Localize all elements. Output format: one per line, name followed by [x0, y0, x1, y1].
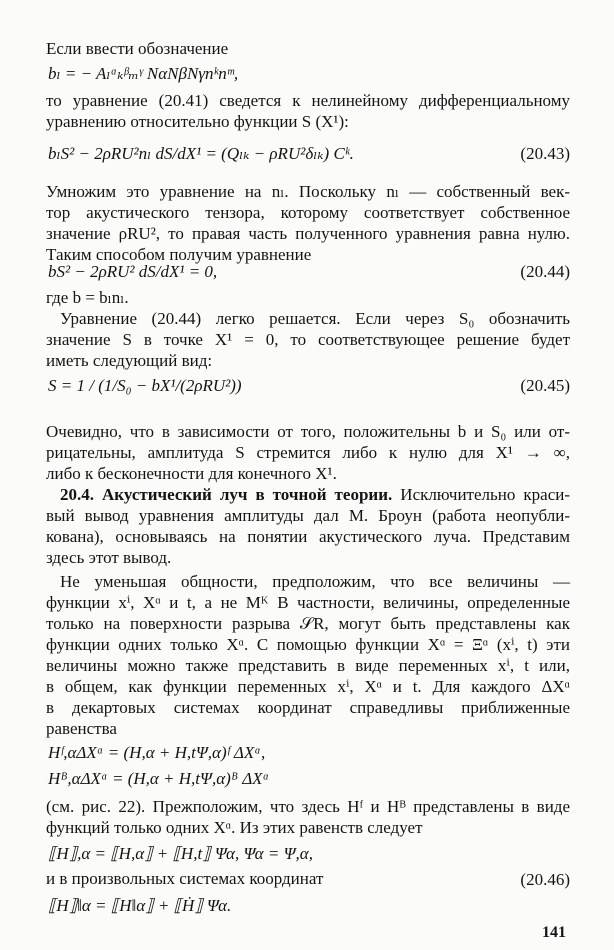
text-line: значение ρRU², то правая часть полученного уравнения равна нулю.	[46, 224, 570, 243]
text-line: вый вывод уравнения амплитуды дал М. Броун (работа неопубли-	[46, 506, 570, 525]
section-heading-line	[46, 484, 570, 505]
text-line: равенства	[46, 719, 117, 738]
equation-tag: (20.44)	[520, 262, 570, 281]
text-line: иметь следующий вид:	[46, 351, 213, 370]
equation-20-44	[48, 261, 217, 282]
equation-tag: (20.43)	[520, 144, 570, 163]
text-line: где b = bₗnₗ.	[46, 288, 129, 307]
equation-tag: (20.46)	[520, 870, 570, 889]
equation-HF	[48, 742, 265, 763]
text-line: то уравнение (20.41) сведется к нелинейному дифференциальному	[46, 91, 570, 110]
text-line: Если ввести обозначение	[46, 39, 229, 58]
equation-text: ⟦H⟧‖α = ⟦H‖α⟧ + ⟦Ḣ⟧ Ψα.	[48, 896, 232, 915]
text-line: величины можно также представить в виде переменных xⁱ, t или,	[46, 656, 570, 675]
equation-text: bₗ = − Aₗᵅₖᵝₘᵞ NαNβNγnᵏnᵐ,	[48, 64, 239, 83]
text-line: рицательны, амплитуда S стремится либо к нулю для X¹ → ∞,	[46, 443, 570, 462]
text-line: Очевидно, что в зависимости от того, положительны b и S₀ или от-	[46, 422, 570, 441]
equation-text: S = 1 / (1/S₀ − bX¹/(2ρRU²))	[48, 376, 242, 395]
text-line: уравнению относительно функции S (X¹):	[46, 112, 349, 131]
equation-text: bₗS² − 2ρRU²nₗ dS/dX¹ = (Qₗₖ − ρRU²δₗₖ) Cᵏ.	[48, 144, 354, 163]
text-line: в декартовых системах координат справедливы приближенные	[46, 698, 570, 717]
equation-text: Hᴮ,αΔXᵅ = (H,α + H,tΨ,α)ᴮ ΔXᵅ	[48, 769, 270, 788]
equation-jump	[48, 843, 313, 864]
equation-tag: (20.45)	[520, 376, 570, 395]
equation-20-46	[48, 895, 231, 916]
text-line: Таким способом получим уравнение	[46, 245, 312, 264]
text-line: функции xⁱ, Xᵅ и t, а не Mᴷ В частности, величины, определенные	[46, 593, 570, 612]
text-run: Исключительно краси-	[392, 485, 570, 504]
text-line: только на поверхности разрыва 𝒮R, могут быть представлены как	[46, 614, 570, 633]
equation-b-definition	[48, 63, 238, 84]
text-line: кована), основываясь на понятии акустического луча. Представим	[46, 527, 570, 546]
equation-text: ⟦H⟧,α = ⟦H,α⟧ + ⟦H,t⟧ Ψα, Ψα = Ψ,α,	[48, 844, 313, 863]
text-line: Не уменьшая общности, предположим, что все величины —	[60, 572, 570, 591]
text-line: значение S в точке X¹ = 0, то соответствующее решение будет	[46, 330, 570, 349]
text-line: (см. рис. 22). Прежположим, что здесь Hᶠ и Hᴮ представлены в виде	[46, 797, 570, 816]
equation-20-43	[48, 143, 354, 164]
equation-text: bS² − 2ρRU² dS/dX¹ = 0,	[48, 262, 218, 281]
section-heading: 20.4. Акустический луч в точной теории.	[60, 485, 393, 504]
text-line: тор акустического тензора, которому соответствует собственное	[46, 203, 570, 222]
text-line: Умножим это уравнение на nₗ. Поскольку nₗ — собственный век-	[46, 182, 570, 201]
equation-text: Hᶠ,αΔXᵅ = (H,α + H,tΨ,α)ᶠ ΔXᵅ,	[48, 743, 266, 762]
text-line: функций только одних Xᵅ. Из этих равенств следует	[46, 818, 423, 837]
page-number: 141	[542, 924, 566, 941]
text-line: здесь этот вывод.	[46, 548, 172, 567]
text-line: и в произвольных системах координат	[46, 869, 324, 888]
equation-20-45	[48, 375, 242, 396]
text-line: в общем, как функции переменных xⁱ, Xᵅ и t. Для каждого ΔXᵅ	[46, 677, 570, 696]
text-line: Уравнение (20.44) легко решается. Если через S₀ обозначить	[60, 309, 570, 328]
equation-HB	[48, 768, 269, 789]
text-line: функции одних только Xᵅ. С помощью функции Xᵅ = Ξᵅ (xⁱ, t) эти	[46, 635, 570, 654]
text-line: либо к бесконечности для конечного X¹.	[46, 464, 337, 483]
